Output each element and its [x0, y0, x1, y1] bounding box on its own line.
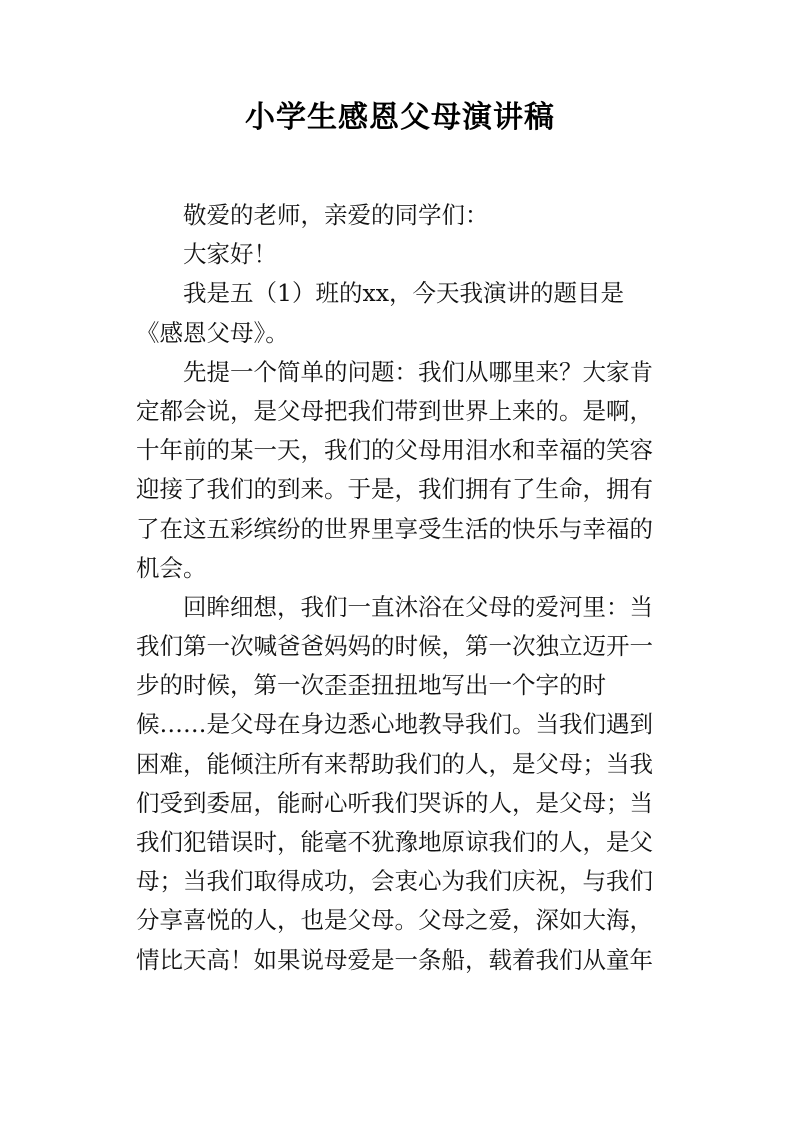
- paragraph-line: 我们犯错误时，能毫不犹豫地原谅我们的人，是父: [136, 828, 653, 856]
- paragraph-line: 候……是父母在身边悉心地教导我们。当我们遇到: [136, 710, 653, 739]
- paragraph-line: 机会。: [136, 553, 207, 582]
- paragraph-line: 我们第一次喊爸爸妈妈的时候，第一次独立迈开一: [136, 632, 653, 661]
- paragraph-line: 困难，能倾注所有来帮助我们的人，是父母；当我: [136, 749, 653, 778]
- document-body: [136, 196, 670, 980]
- paragraph-line: 了在这五彩缤纷的世界里享受生活的快乐与幸福的: [136, 514, 653, 543]
- paragraph-line: 们受到委屈，能耐心听我们哭诉的人，是父母；当: [136, 788, 653, 817]
- salutation-line: 敬爱的老师，亲爱的同学们：: [183, 201, 489, 229]
- greeting-line: 大家好！: [183, 240, 277, 269]
- paragraph-line: 情比天高！如果说母爱是一条船，载着我们从童年: [136, 945, 653, 974]
- paragraph-line: 先提一个简单的问题：我们从哪里来？大家肯: [183, 357, 653, 386]
- paragraph-line: 定都会说，是父母把我们带到世界上来的。是啊，: [136, 396, 653, 425]
- paragraph-line: 母；当我们取得成功，会衷心为我们庆祝，与我们: [136, 867, 653, 896]
- document-title: 小学生感恩父母演讲稿: [245, 100, 555, 135]
- paragraph-line: 《感恩父母》。: [136, 318, 289, 347]
- paragraph-line: 十年前的某一天，我们的父母用泪水和幸福的笑容: [136, 436, 653, 465]
- paragraph-line: 回眸细想，我们一直沐浴在父母的爱河里：当: [183, 592, 653, 621]
- paragraph-line: 步的时候，第一次歪歪扭扭地写出一个字的时: [136, 671, 606, 700]
- paragraph-line: 迎接了我们的到来。于是，我们拥有了生命，拥有: [136, 475, 653, 504]
- paragraph-line: 分享喜悦的人，也是父母。父母之爱，深如大海，: [136, 906, 653, 935]
- paragraph-line: 我是五（1）班的xx，今天我演讲的题目是: [183, 279, 624, 308]
